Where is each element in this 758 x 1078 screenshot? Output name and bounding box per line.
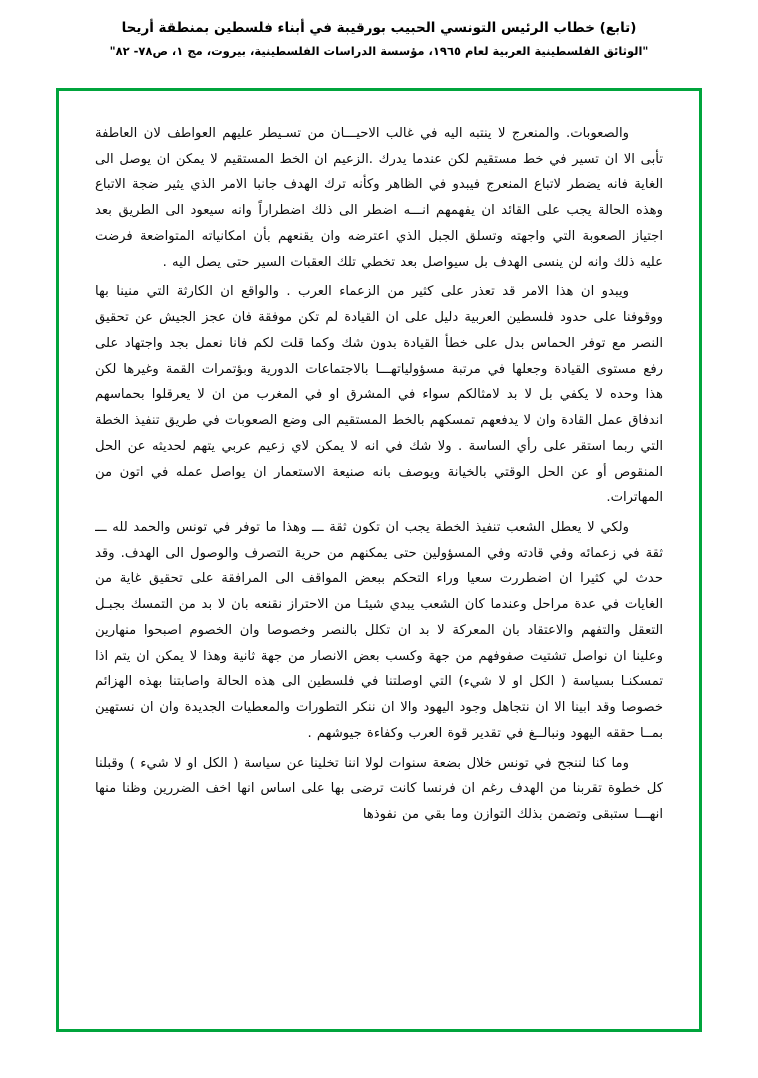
paragraph-3: ولكي لا يعطل الشعب تنفيذ الخطة يجب ان تكون ثقة ـــ وهذا ما توفر في تونس والحمد لله ـــ ثقة في زعمائه وفي قادته وفي المسؤولين حتى يمكنهم من حرية التصرف والوصول الى الهدف. وقد حدث لي كثيرا ان اضطررت سعيا وراء التحكم ببعض المواقف الى المرافقة على تحقيق غاية من الغايات في عدة مراحل وعندما كان الشعب يبدي شيئـا من الاحتراز نقنعه بان لا بد من التمسك بجبـل التعقل والتفهم والاعتقاد بان المعركة لا بد ان تكلل بالنصر وخصوصا وان الخصوم اصبحوا منهارين وعلينا ان نواصل تشتيت صفوفهم من جهة وكسب بعض الانصار من جهة ثانية وهذا لا يمكن ان يتم اذا تمسكنـا بسياسة ( الكل او لا شيء) التي اوصلتنا في فلسطين الى هذه الحالة واصابتنا بهذه الهزائم خصوصا وقد ابينا الا ان نتجاهل وجود اليهود والا ان ننكر التطورات والمعطيات الجديدة وان ان نستهين بمــا حققه اليهود ونبالــغ في تقدير قوة العرب وكفاءة جيوشهم . xyxy=(95,520,663,741)
paragraph-4: وما كنا لننجح في تونس خلال بضعة سنوات لولا اننا تخلينا عن سياسة ( الكل او لا شيء ) وقبلنا كل خطوة تقربنا من الهدف رغم ان فرنسا كانت ترضى بها على اساس انها اخف الضررين وظنا منها انهـــا ستبقى وتضمن بذلك التوازن وما بقي من نفوذها xyxy=(95,755,663,823)
document-body xyxy=(95,121,663,1011)
paragraph-1: والصعوبات. والمنعرج لا ينتبه اليه في غالب الاحيـــان من تسـيطر عليهم العواطف لان العاطفة تأبى الا ان تسير في خط مستقيم لكن عندما يدرك .الزعيم ان الخط المستقيم لا يمكن ان يوصل الى الغاية فانه يضطر لاتباع المنعرج فيبدو في الظاهر وكأنه ترك الهدف جانبا الامر الذي يثير ضجة الاتباع وهذه الحالة يجب على القائد ان يفهمهم انـــه اضطر الى ذلك اضطراراً وانه سيعود الى الطريق بعد اجتياز الصعوبة التي واجهته وتسلق الجبل الذي اعترضه وان يقنعهم بأن امكانياته المتواضعة فرضت عليه ذلك وانه لن ينسى الهدف بل سيواصل بعد تخطي تلك العقبات السير حتى يصل اليه . xyxy=(95,126,663,270)
paragraph-2: ويبدو ان هذا الامر قد تعذر على كثير من الزعماء العرب . والواقع ان الكارثة التي منينا بها ووقوفنا على حدود فلسطين العربية دليل على ان القيادة لم تكن موفقة فان عجز الجيش عن تحقيق النصر مع توفر الحماس بدل على خطأ القيادة بدون شك وكما قلت لكم فانا نعمل بجد واجتهاد على رفع مستوى القيادة وجعلها في مرتبة مسؤولياتهـــا بالاجتماعات الدورية وبؤتمرات القمة وغيرها لكن هذا وحده لا يكفي بل لا بد لامثالكم سواء في المشرق او في المغرب من ان لا يعرقلوا بحماسهم اندفاق عمل القادة وان لا يدفعهم تمسكهم بالخط المستقيم الى وضع الصعوبات في طريق تنفيذ الخطة التي ربما استقر على رأي الساسة . ولا شك في انه لا يمكن لاي زعيم عربي يتهم لحديثه عن الحل المنقوص أو عن الحل الوقتي بالخيانة ويوصف بانه صنيعة الاستعمار ان يواصل عمله في اتون من المهاترات. xyxy=(95,284,663,506)
document-source-line: "الوثائق الفلسطينية العربية لعام ١٩٦٥، مؤسسة الدراسات الفلسطينية، بيروت، مج ١، ص٧٨- ٨٢" xyxy=(109,44,649,59)
page-title: (تابع) خطاب الرئيس التونسي الحبيب بورقيبة في أبناء فلسطين بمنطقة أريحا xyxy=(121,20,637,36)
document-header xyxy=(0,0,758,58)
content-frame xyxy=(56,88,702,1032)
